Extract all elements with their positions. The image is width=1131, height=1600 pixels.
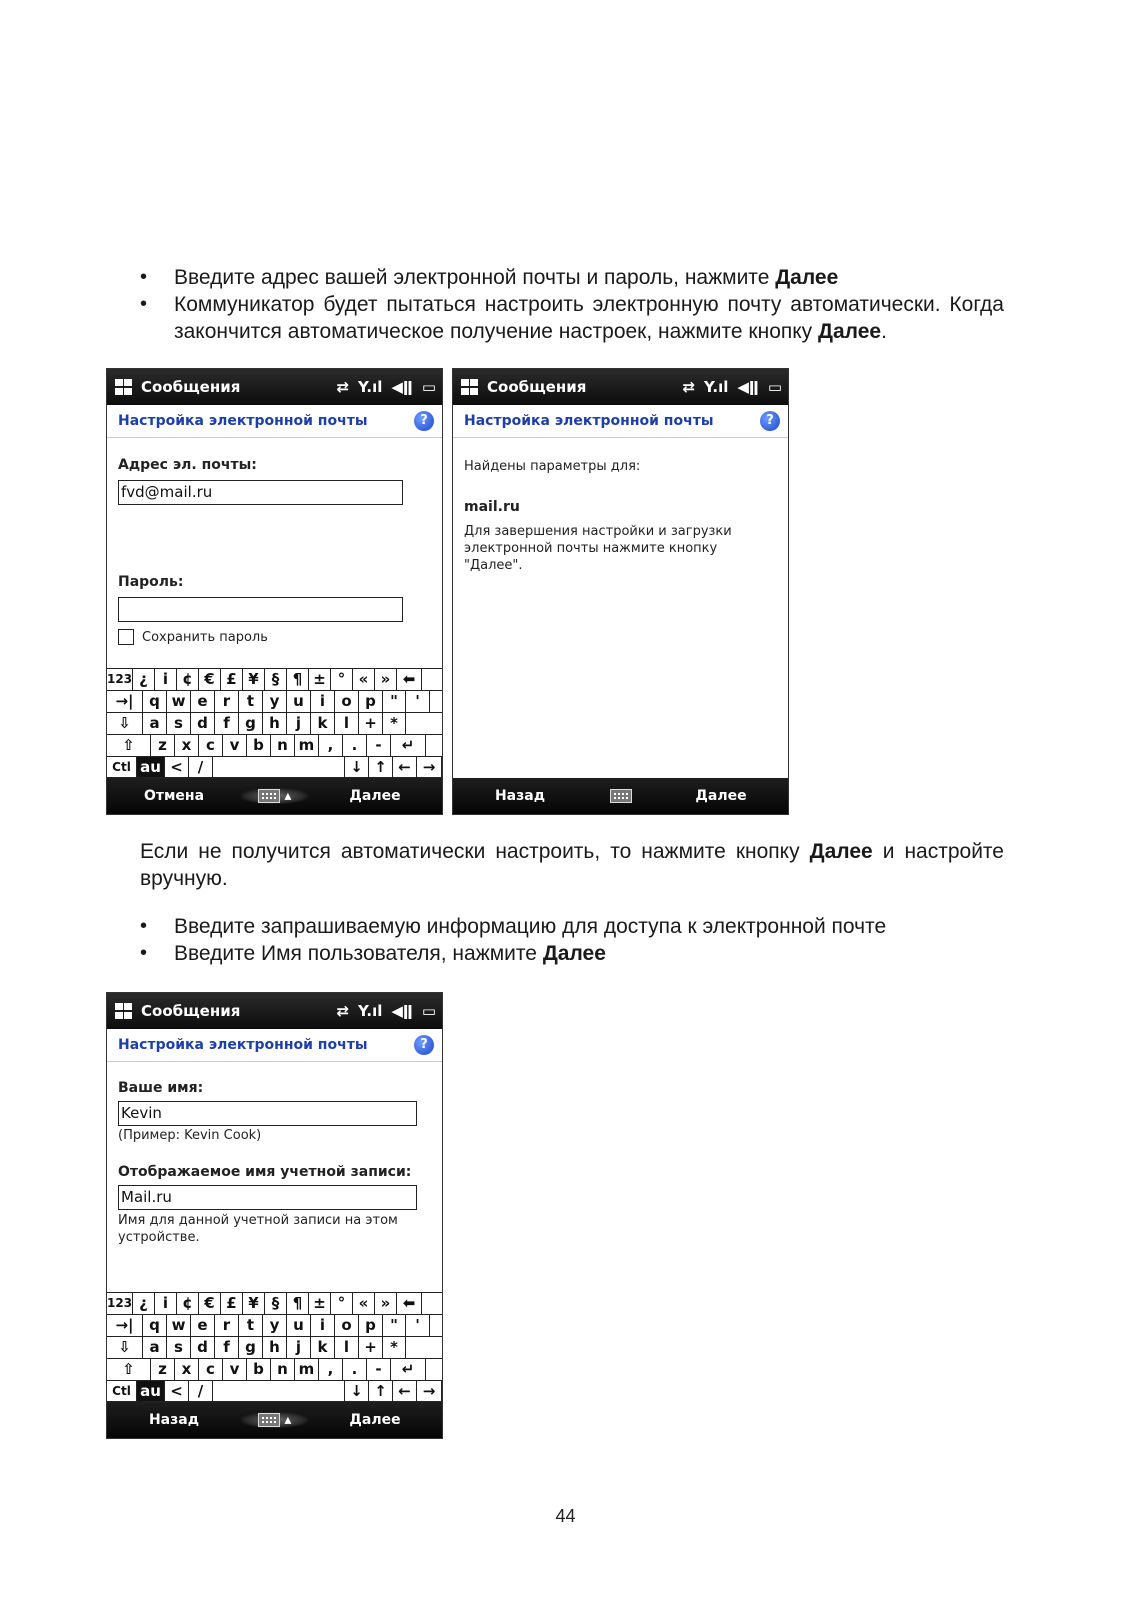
keyboard-key[interactable]: p [359, 1315, 383, 1336]
status-icons [336, 378, 436, 396]
keyboard-key[interactable]: ° [331, 1293, 353, 1314]
keyboard-key[interactable]: k [311, 713, 335, 734]
back-button[interactable]: Назад [494, 788, 546, 804]
bullet-list-top [140, 264, 1004, 345]
form-content [107, 1080, 442, 1246]
speaker-mute-icon[interactable]: ◀ǁ [737, 378, 759, 396]
save-password-checkbox[interactable] [118, 629, 134, 645]
keyboard-key[interactable]: / [189, 757, 213, 777]
keyboard-row [107, 756, 442, 778]
signal-icon[interactable]: Y.ıl [358, 378, 383, 396]
password-field[interactable] [118, 597, 403, 622]
keyboard-key[interactable]: au [137, 1381, 165, 1401]
keyboard-key[interactable]: ¢ [177, 1293, 199, 1314]
battery-icon[interactable]: ▭ [421, 378, 436, 396]
keyboard-key[interactable]: z [151, 1359, 175, 1380]
keyboard-key[interactable]: e [191, 691, 215, 712]
keyboard-key[interactable]: d [191, 713, 215, 734]
keyboard-key[interactable]: k [311, 1337, 335, 1358]
bullet-text: Введите Имя пользователя, нажмите [174, 942, 543, 965]
title-bar [107, 369, 442, 405]
finish-instructions: Для завершения настройки и загрузки электронной почты нажмите кнопку "Далее". [464, 524, 732, 573]
connectivity-icon[interactable]: ⇄ [336, 378, 350, 396]
keyboard-key[interactable]: ¶ [287, 1293, 309, 1314]
subtitle-text: Настройка электронной почты [118, 413, 368, 429]
soft-key-bar [107, 778, 442, 814]
help-icon[interactable]: ? [760, 411, 780, 431]
keyboard-key[interactable]: ⬅ [397, 669, 422, 690]
soft-keyboard [107, 1292, 442, 1402]
keyboard-key[interactable]: ↵ [391, 1359, 426, 1380]
keyboard-row [107, 1314, 442, 1336]
keyboard-key[interactable]: Ctl [107, 1381, 137, 1401]
keyboard-key[interactable]: e [191, 1315, 215, 1336]
keyboard-key[interactable]: ¶ [287, 669, 309, 690]
keyboard-key[interactable]: 123 [107, 669, 133, 690]
keyboard-key[interactable]: l [335, 713, 359, 734]
password-label: Пароль: [118, 574, 184, 590]
keyboard-key[interactable]: → [417, 1381, 442, 1401]
space-key[interactable] [213, 757, 345, 777]
keyboard-key[interactable]: Ctl [107, 757, 137, 777]
keyboard-key[interactable]: i [311, 691, 335, 712]
keyboard-key[interactable]: . [343, 735, 367, 756]
name-example: (Пример: Kevin Cook) [118, 1128, 262, 1143]
title-bar [453, 369, 788, 405]
keyboard-key[interactable]: a [143, 1337, 167, 1358]
keyboard-row [107, 1380, 442, 1402]
keyboard-key[interactable]: u [287, 1315, 311, 1336]
keyboard-key[interactable]: ¥ [243, 669, 265, 690]
next-button[interactable]: Далее [349, 1412, 401, 1428]
keyboard-key[interactable]: d [191, 1337, 215, 1358]
keyboard-key[interactable]: ↵ [391, 735, 426, 756]
keyboard-key[interactable]: + [359, 713, 383, 734]
keyboard-key[interactable]: ⬅ [397, 1293, 422, 1314]
next-button[interactable]: Далее [695, 788, 747, 804]
keyboard-key[interactable]: f [215, 1337, 239, 1358]
keyboard-key[interactable]: g [239, 713, 263, 734]
keyboard-key[interactable]: t [239, 691, 263, 712]
keyboard-icon [258, 789, 280, 803]
speaker-mute-icon[interactable]: ◀ǁ [391, 1002, 413, 1020]
keyboard-key[interactable]: ¥ [243, 1293, 265, 1314]
phone-screen-email-password [106, 368, 443, 815]
space-key[interactable] [213, 1381, 345, 1401]
keyboard-key[interactable]: « [353, 669, 375, 690]
keyboard-key[interactable]: → [417, 757, 442, 777]
next-button[interactable]: Далее [349, 788, 401, 804]
keyboard-row [107, 712, 442, 734]
status-icons [682, 378, 782, 396]
keyboard-key[interactable]: i [155, 1293, 177, 1314]
name-label: Ваше имя: [118, 1080, 204, 1096]
email-label: Адрес эл. почты: [118, 457, 257, 473]
paragraph-bold: Далее [809, 840, 873, 863]
soft-keyboard [107, 668, 442, 778]
keyboard-toggle[interactable] [241, 788, 308, 804]
keyboard-key[interactable]: w [167, 1315, 191, 1336]
keyboard-key[interactable]: z [151, 735, 175, 756]
bullet-after: . [881, 320, 887, 343]
keyboard-key[interactable]: u [287, 691, 311, 712]
keyboard-key[interactable]: t [239, 1315, 263, 1336]
keyboard-toggle[interactable] [241, 1412, 308, 1428]
status-icons [336, 1002, 436, 1020]
bullet-item [140, 264, 1004, 291]
keyboard-key[interactable]: c [199, 735, 223, 756]
keyboard-key[interactable]: o [335, 1315, 359, 1336]
form-content [107, 457, 442, 645]
keyboard-toggle[interactable] [587, 788, 654, 804]
keyboard-key[interactable]: g [239, 1337, 263, 1358]
keyboard-row [107, 690, 442, 712]
keyboard-key[interactable]: - [367, 1359, 391, 1380]
signal-icon[interactable]: Y.ıl [358, 1002, 383, 1020]
cancel-button[interactable]: Отмена [143, 788, 205, 804]
keyboard-key[interactable]: ± [309, 669, 331, 690]
keyboard-key[interactable]: ↓ [345, 757, 369, 777]
keyboard-key[interactable]: j [287, 1337, 311, 1358]
screen-subtitle [107, 1029, 442, 1062]
windows-start-icon[interactable] [113, 378, 133, 396]
speaker-mute-icon[interactable]: ◀ǁ [391, 378, 413, 396]
bullet-item [140, 913, 1004, 940]
keyboard-key[interactable]: < [165, 757, 189, 777]
keyboard-icon [610, 789, 632, 803]
bullet-text: Введите запрашиваемую информацию для доступа к электронной почте [174, 915, 887, 938]
back-button[interactable]: Назад [148, 1412, 200, 1428]
keyboard-key[interactable]: , [319, 735, 343, 756]
keyboard-row [107, 1292, 442, 1314]
instructions-top [140, 264, 1004, 345]
windows-start-icon[interactable] [459, 378, 479, 396]
keyboard-key[interactable]: v [223, 1359, 247, 1380]
keyboard-key[interactable]: ← [393, 757, 417, 777]
keyboard-key[interactable]: ¿ [133, 669, 155, 690]
caret-up-icon: ▴ [284, 788, 292, 804]
keyboard-key[interactable]: x [175, 1359, 199, 1380]
keyboard-key[interactable]: < [165, 1381, 189, 1401]
keyboard-key[interactable]: " [383, 691, 406, 712]
keyboard-key[interactable]: j [287, 713, 311, 734]
app-title: Сообщения [141, 378, 241, 396]
keyboard-key[interactable]: ⇧ [107, 1359, 151, 1380]
keyboard-key[interactable]: f [215, 713, 239, 734]
bullet-bold: Далее [775, 266, 839, 289]
keyboard-row [107, 1336, 442, 1358]
keyboard-key[interactable]: ↑ [369, 1381, 393, 1401]
bullet-list-bottom [140, 913, 1004, 967]
display-name-label: Отображаемое имя учетной записи: [118, 1164, 412, 1180]
keyboard-key[interactable]: € [199, 1293, 221, 1314]
keyboard-key[interactable]: ← [393, 1381, 417, 1401]
result-content [453, 458, 788, 574]
keyboard-key[interactable]: * [383, 1337, 406, 1358]
connectivity-icon[interactable]: ⇄ [336, 1002, 350, 1020]
keyboard-key[interactable]: ± [309, 1293, 331, 1314]
bullet-item [140, 291, 1004, 345]
keyboard-key[interactable]: y [263, 1315, 287, 1336]
keyboard-key[interactable]: c [199, 1359, 223, 1380]
keyboard-key[interactable]: x [175, 735, 199, 756]
keyboard-key[interactable]: * [383, 713, 406, 734]
bullet-text: Введите адрес вашей электронной почты и пароль, нажмите [174, 266, 776, 289]
bullet-bold: Далее [542, 942, 606, 965]
screen-subtitle [453, 405, 788, 438]
keyboard-key[interactable]: « [353, 1293, 375, 1314]
title-bar [107, 993, 442, 1029]
keyboard-key[interactable]: 123 [107, 1293, 133, 1314]
keyboard-key[interactable]: § [265, 669, 287, 690]
keyboard-key[interactable]: m [295, 735, 319, 756]
bullet-item [140, 940, 1004, 967]
paragraph-manual-setup [140, 838, 1004, 892]
keyboard-key[interactable]: q [143, 1315, 167, 1336]
keyboard-key[interactable]: s [167, 1337, 191, 1358]
keyboard-key[interactable]: ° [331, 669, 353, 690]
keyboard-key[interactable]: w [167, 691, 191, 712]
app-title: Сообщения [141, 1002, 241, 1020]
keyboard-key[interactable]: s [167, 713, 191, 734]
keyboard-key[interactable]: " [383, 1315, 406, 1336]
help-icon[interactable]: ? [414, 411, 434, 431]
keyboard-key[interactable]: § [265, 1293, 287, 1314]
keyboard-icon [258, 1413, 280, 1427]
keyboard-key[interactable]: € [199, 669, 221, 690]
page-number: 44 [555, 1506, 576, 1526]
keyboard-row [107, 1358, 442, 1380]
keyboard-key[interactable]: £ [221, 669, 243, 690]
keyboard-key[interactable]: →| [107, 1315, 143, 1336]
keyboard-key[interactable]: ⇩ [107, 713, 143, 734]
keyboard-key[interactable]: h [263, 713, 287, 734]
keyboard-key[interactable]: ↓ [345, 1381, 369, 1401]
keyboard-key[interactable]: ¿ [133, 1293, 155, 1314]
save-password-row[interactable] [118, 629, 431, 645]
keyboard-key[interactable]: n [271, 1359, 295, 1380]
keyboard-key[interactable]: » [375, 1293, 397, 1314]
keyboard-key[interactable]: ¢ [177, 669, 199, 690]
keyboard-key[interactable]: ' [406, 1315, 430, 1336]
keyboard-key[interactable]: / [189, 1381, 213, 1401]
keyboard-key[interactable]: a [143, 713, 167, 734]
keyboard-key[interactable]: b [247, 735, 271, 756]
keyboard-key[interactable]: ' [406, 691, 430, 712]
email-field[interactable]: fvd@mail.ru [118, 480, 403, 505]
bullet-bold: Далее [818, 320, 882, 343]
keyboard-key[interactable]: m [295, 1359, 319, 1380]
name-field[interactable]: Kevin [118, 1101, 417, 1126]
subtitle-text: Настройка электронной почты [464, 413, 714, 429]
keyboard-key[interactable]: r [215, 691, 239, 712]
keyboard-key[interactable]: q [143, 691, 167, 712]
display-name-field[interactable]: Mail.ru [118, 1185, 417, 1210]
subtitle-text: Настройка электронной почты [118, 1037, 368, 1053]
keyboard-key[interactable]: £ [221, 1293, 243, 1314]
keyboard-row [107, 668, 442, 690]
keyboard-key[interactable]: o [335, 691, 359, 712]
paragraph-text: Если не получится автоматически настроить, то нажмите кнопку [140, 840, 810, 863]
keyboard-key[interactable]: , [319, 1359, 343, 1380]
paragraph-after: и настройте вручную. [140, 840, 1004, 890]
keyboard-key[interactable]: au [137, 757, 165, 777]
keyboard-key[interactable]: l [335, 1337, 359, 1358]
signal-icon[interactable]: Y.ıl [704, 378, 729, 396]
keyboard-key[interactable]: n [271, 735, 295, 756]
keyboard-key[interactable]: » [375, 669, 397, 690]
help-icon[interactable]: ? [414, 1035, 434, 1055]
phone-screen-user-name [106, 992, 443, 1439]
keyboard-key[interactable]: p [359, 691, 383, 712]
soft-key-bar [453, 778, 788, 814]
keyboard-key[interactable]: + [359, 1337, 383, 1358]
battery-icon[interactable]: ▭ [767, 378, 782, 396]
keyboard-key[interactable]: h [263, 1337, 287, 1358]
keyboard-key[interactable]: . [343, 1359, 367, 1380]
keyboard-key[interactable]: →| [107, 691, 143, 712]
connectivity-icon[interactable]: ⇄ [682, 378, 696, 396]
keyboard-key[interactable]: b [247, 1359, 271, 1380]
keyboard-key[interactable]: ⇧ [107, 735, 151, 756]
keyboard-key[interactable]: - [367, 735, 391, 756]
bullet-text: Коммуникатор будет пытаться настроить электронную почту автоматически. Когда закончится автоматическое получение настроек, нажмите кнопку [174, 293, 1004, 343]
keyboard-key[interactable]: r [215, 1315, 239, 1336]
keyboard-key[interactable]: ↑ [369, 757, 393, 777]
keyboard-row [107, 734, 442, 756]
keyboard-key[interactable]: y [263, 691, 287, 712]
windows-start-icon[interactable] [113, 1002, 133, 1020]
caret-up-icon: ▴ [284, 1412, 292, 1428]
battery-icon[interactable]: ▭ [421, 1002, 436, 1020]
found-label: Найдены параметры для: [464, 459, 641, 474]
screen-subtitle [107, 405, 442, 438]
domain-name: mail.ru [464, 499, 520, 515]
save-password-label: Сохранить пароль [142, 629, 268, 645]
app-title: Сообщения [487, 378, 587, 396]
instructions-bottom [140, 913, 1004, 967]
keyboard-key[interactable]: v [223, 735, 247, 756]
display-name-hint: Имя для данной учетной записи на этом устройстве. [118, 1213, 398, 1245]
soft-key-bar [107, 1402, 442, 1438]
keyboard-key[interactable]: ⇩ [107, 1337, 143, 1358]
keyboard-key[interactable]: i [311, 1315, 335, 1336]
keyboard-key[interactable]: i [155, 669, 177, 690]
phone-screen-settings-found [452, 368, 789, 815]
